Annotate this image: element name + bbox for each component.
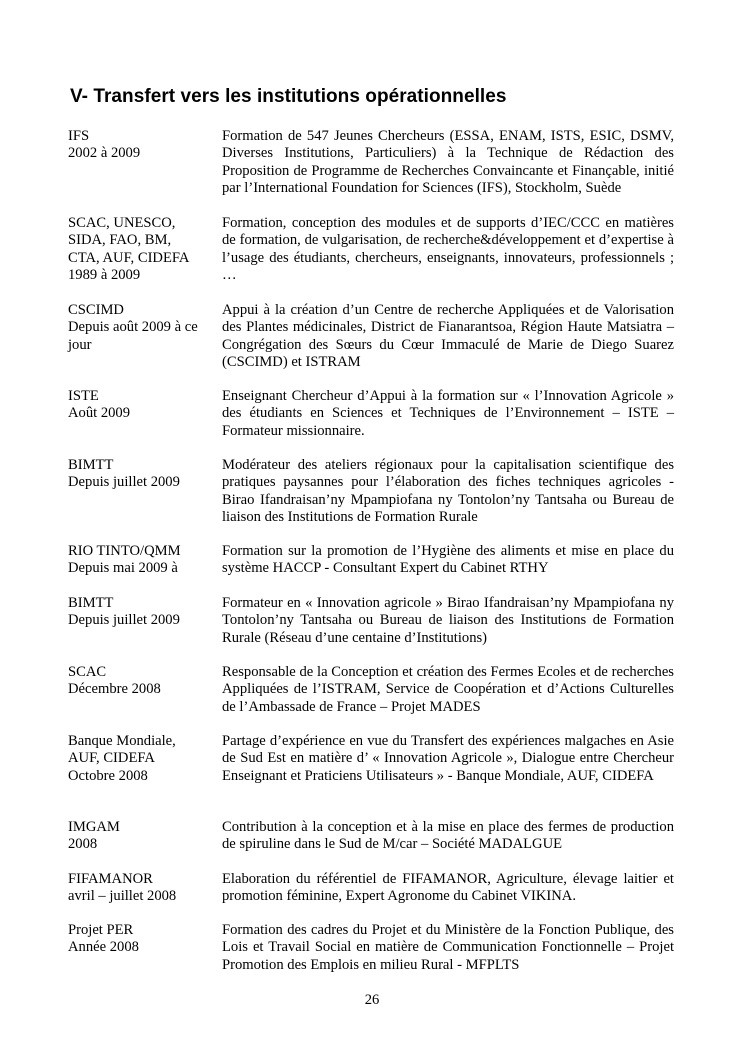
entry-org-line: FIFAMANOR [68, 871, 153, 887]
entry-date-line: Décembre 2008 [68, 681, 161, 698]
entry-description: Appui à la création d’un Centre de recherche Appliquées et de Valorisation des Plantes médicinales, District de Fianarantsoa, Région Haute Matsiatra – Congrégation des Sœurs du Cœur Immaculé de Marie de Diego Suarez (CSCIMD) et ISTRAM [222, 302, 674, 370]
section-heading: V- Transfert vers les institutions opérationnelles [70, 86, 507, 107]
entry-date-line: Août 2009 [68, 405, 131, 422]
entry-organization [68, 215, 218, 284]
entry-description: Formation de 547 Jeunes Chercheurs (ESSA, ENAM, ISTS, ESIC, DSMV, Diverses Institutions, Particuliers) à la Technique de Rédaction des Proposition de Programme de Recherches Convaincante et Finançable, initié par l’International Foundation for Sciences (IFS), Stockholm, Suède [222, 128, 674, 196]
entry-org-line: Projet PER [68, 922, 134, 938]
entry-description: Contribution à la conception et à la mise en place des fermes de production de spiruline dans le Sud de M/car – Société MADALGUE [222, 819, 674, 853]
page-number: 26 [364, 992, 380, 1008]
entry-org-line: BIMTT [68, 595, 114, 611]
entry-org-line: RIO TINTO/QMM [68, 543, 181, 559]
entry-description: Modérateur des ateliers régionaux pour la capitalisation scientifique des pratiques paysannes pour l’élaboration des fiches techniques agricoles - Birao Ifandraisan’ny Mpampiofana ny Tontolon’ny Tantsaha ou Bureau de liaison des Institutions de Formation Rurale [222, 457, 674, 525]
entry-org-line: SIDA, FAO, BM, [68, 232, 172, 249]
entry-organization [68, 819, 218, 854]
entry-org-line: ISTE [68, 388, 99, 404]
entry-organization [68, 664, 218, 699]
entry-organization [68, 128, 218, 163]
entry-organization [68, 457, 218, 492]
entry-organization [68, 302, 218, 354]
entry-org-line: IMGAM [68, 819, 120, 835]
entry-description: Formation des cadres du Projet et du Ministère de la Fonction Publique, des Lois et Travail Social en matière de Communication Fonctionnelle – Projet Promotion des Emplois en milieu Rural - MFPLTS [222, 922, 674, 973]
entry-date-line: 1989 à 2009 [68, 266, 141, 283]
entry-organization [68, 922, 218, 957]
entry-organization [68, 543, 218, 578]
entry-date-line: Depuis août 2009 à ce [68, 319, 198, 336]
entry-date-line: Depuis mai 2009 à [68, 560, 178, 577]
entry-date-line: 2002 à 2009 [68, 145, 141, 162]
entry-date-line: 2008 [68, 836, 98, 853]
entry-description: Elaboration du référentiel de FIFAMANOR, Agriculture, élevage laitier et promotion féminine, Expert Agronome du Cabinet VIKINA. [222, 871, 674, 905]
entry-org-line: SCAC [68, 664, 107, 680]
entry-date-line: avril – juillet 2008 [68, 888, 177, 905]
entry-org-line: AUF, CIDEFA [68, 750, 155, 767]
entry-organization [68, 388, 218, 423]
entry-org-line: CSCIMD [68, 302, 124, 318]
entry-date-line: jour [68, 336, 92, 353]
entry-description: Partage d’expérience en vue du Transfert des expériences malgaches en Asie de Sud Est en matière d’ « Innovation Agricole », Dialogue entre Chercheur Enseignant et Praticiens Utilisateurs » - Banque Mondiale, AUF, CIDEFA [222, 733, 674, 784]
entry-description: Responsable de la Conception et création des Fermes Ecoles et de recherches Appliquées de l’ISTRAM, Service de Coopération et d’Actions Culturelles de l’Ambassade de France – Projet MADES [222, 664, 674, 715]
entry-date-line: Année 2008 [68, 939, 139, 956]
entry-description: Formateur en « Innovation agricole » Birao Ifandraisan’ny Mpampiofana ny Tontolon’ny Tantsaha ou Bureau de liaison des Institutions de Formation Rurale (Réseau d’une centaine d’Institutions) [222, 595, 674, 646]
entry-org-line: CTA, AUF, CIDEFA [68, 249, 190, 266]
entry-date-line: Depuis juillet 2009 [68, 612, 180, 629]
entry-date-line: Octobre 2008 [68, 767, 148, 784]
entry-organization [68, 595, 218, 630]
entry-description: Formation sur la promotion de l’Hygiène des aliments et mise en place du système HACCP - Consultant Expert du Cabinet RTHY [222, 543, 674, 577]
entry-organization [68, 733, 218, 785]
entry-org-line: BIMTT [68, 457, 114, 473]
entry-date-line: Depuis juillet 2009 [68, 474, 180, 491]
entry-description: Enseignant Chercheur d’Appui à la formation sur « l’Innovation Agricole » des étudiants en Sciences et Techniques de l’Environnement – ISTE – Formateur missionnaire. [222, 388, 674, 439]
entry-org-line: Banque Mondiale, [68, 733, 176, 749]
entry-org-line: SCAC, UNESCO, [68, 215, 176, 231]
entry-description: Formation, conception des modules et de supports d’IEC/CCC en matières de formation, de vulgarisation, de recherche&développement et d’expertise à l’usage des étudiants, chercheurs, enseignants, innovateurs, professionnels ; … [222, 215, 674, 283]
entry-org-line: IFS [68, 128, 90, 144]
entry-organization [68, 871, 218, 906]
